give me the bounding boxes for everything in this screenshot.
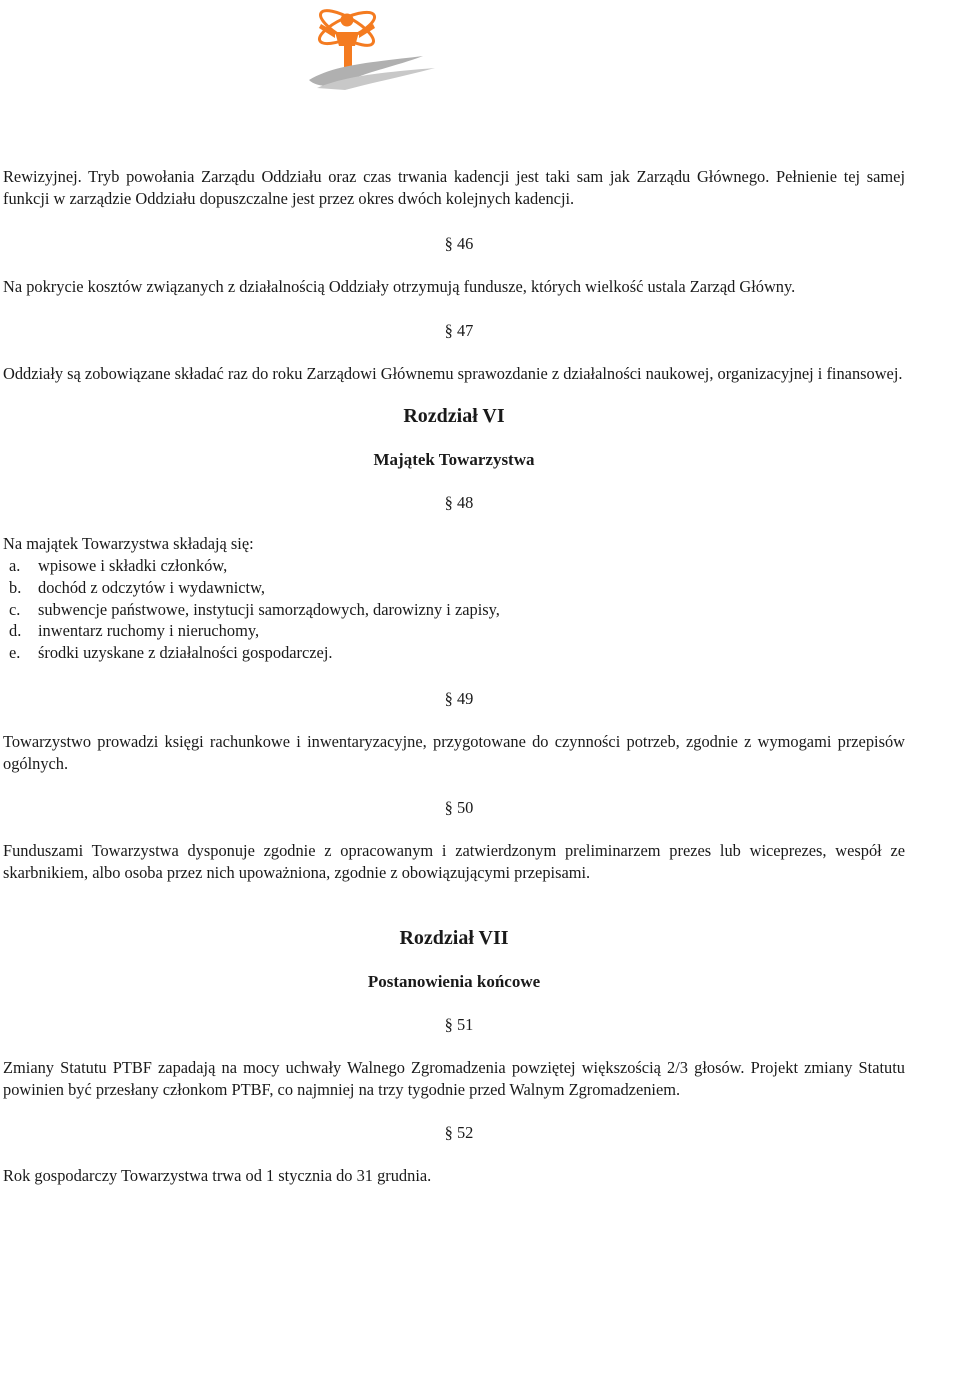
logo-atom-figure-icon [305, 2, 445, 90]
section-47-heading: § 47 [444, 321, 474, 340]
paragraph-48-intro: Na majątek Towarzystwa składają się: [3, 534, 254, 553]
list-item-text: wpisowe i składki członków, [38, 556, 228, 575]
paragraph-47: Oddziały są zobowiązane składać raz do roku Zarządowi Głównemu sprawozdanie z działalności naukowej, organizacyjnej i finansowej. [3, 364, 903, 383]
section-51-heading: § 51 [444, 1014, 474, 1034]
chapter-7-heading: Rozdział VII [399, 926, 509, 949]
list-item [3, 577, 905, 599]
paragraph-51: Zmiany Statutu PTBF zapadają na mocy uchwały Walnego Zgromadzenia powziętej większością 2/3 głosów. Projekt zmiany Statutu powinien być przesłany członkom PTBF, co najmniej na trzy tygodnie przed Walnym Zgromadzeniem. [3, 1057, 905, 1099]
section-49-heading: § 49 [444, 688, 474, 708]
chapter-6-title: Majątek Towarzystwa [373, 450, 535, 469]
document-body [3, 166, 905, 1187]
section-52-heading: § 52 [444, 1122, 474, 1142]
list-item [3, 599, 905, 621]
section-48-heading: § 48 [444, 493, 474, 512]
paragraph-intro: Rewizyjnej. Tryb powołania Zarządu Oddziału oraz czas trwania kadencji jest taki sam jak Zarządu Głównego. Pełnienie tej samej funkcji w zarządzie Oddziału dopuszczalne jest przez okres dwóch kolejnych kadencji. [3, 167, 905, 208]
paragraph-46: Na pokrycie kosztów związanych z działalnością Oddziały otrzymują fundusze, których wielkość ustala Zarząd Główny. [3, 277, 796, 296]
list-item [3, 620, 905, 642]
list-marker: d. [9, 621, 22, 641]
assets-list [3, 555, 905, 664]
list-marker: a. [9, 556, 21, 575]
paragraph-50: Funduszami Towarzystwa dysponuje zgodnie z opracowanym i zatwierdzonym preliminarzem prezes lub wiceprezes, wespół ze skarbnikiem, albo osoba przez nich upoważniona, zgodnie z obowiązującymi przepisami. [3, 840, 905, 882]
list-item-text: dochód z odczytów i wydawnictw, [38, 577, 265, 597]
list-marker: c. [9, 599, 21, 619]
section-46-heading: § 46 [444, 234, 474, 253]
section-50-heading: § 50 [444, 797, 474, 817]
list-item [3, 642, 905, 664]
chapter-7-title: Postanowienia końcowe [367, 971, 541, 991]
paragraph-49: Towarzystwo prowadzi księgi rachunkowe i inwentaryzacyjne, przygotowane do czynności potrzeb, zgodnie z wymogami przepisów ogólnych. [3, 731, 905, 773]
paragraph-52: Rok gospodarczy Towarzystwa trwa od 1 stycznia do 31 grudnia. [3, 1165, 432, 1185]
list-item [3, 555, 905, 577]
list-marker: e. [9, 643, 21, 663]
chapter-6-heading: Rozdział VI [403, 405, 505, 427]
organization-logo [305, 2, 445, 90]
list-item-text: środki uzyskane z działalności gospodarczej. [38, 643, 333, 663]
list-item-text: subwencje państwowe, instytucji samorządowych, darowizny i zapisy, [38, 599, 500, 619]
list-item-text: inwentarz ruchomy i nieruchomy, [38, 621, 260, 641]
list-marker: b. [9, 577, 22, 597]
